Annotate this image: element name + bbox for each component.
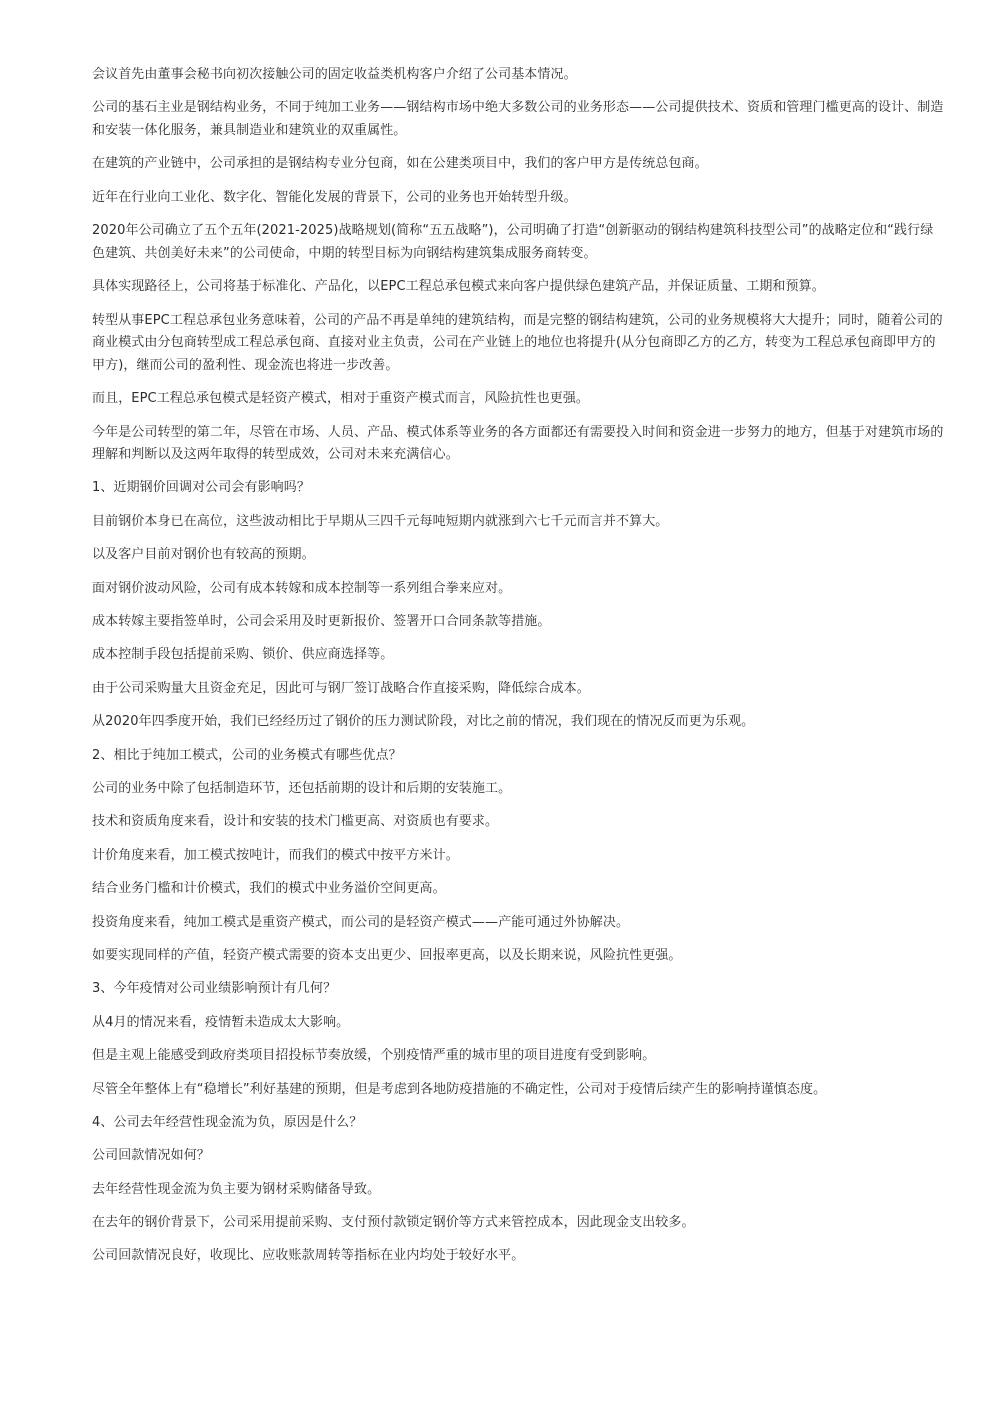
question-4: 4、公司去年经营性现金流为负，原因是什么？ — [92, 1114, 363, 1130]
answer-1-line-3: 面对钢价波动风险，公司有成本转嫁和成本控制等一系列组合拳来应对。 — [92, 580, 512, 596]
answer-3-line-2: 但是主观上能感受到政府类项目招投标节奏放缓，个别疫情严重的城市里的项目进度有受到影响。 — [92, 1048, 656, 1064]
answer-1-line-1: 目前钢价本身已在高位，这些波动相比于早期从三四千元每吨短期内就涨到六七千元而言并不算大。 — [92, 513, 669, 529]
answer-4-line-2: 在去年的钢价背景下，公司采用提前采购、支付预付款锁定钢价等方式来管控成本，因此现金支出较多。 — [92, 1215, 695, 1231]
answer-1-line-2: 以及客户目前对钢价也有较高的预期。 — [92, 547, 315, 563]
paragraph-transformation: 近年在行业向工业化、数字化、智能化发展的背景下，公司的业务也开始转型升级。 — [92, 189, 577, 205]
paragraph-industry-chain: 在建筑的产业链中，公司承担的是钢结构专业分包商，如在公建类项目中，我们的客户甲方是传统总包商。 — [92, 156, 708, 172]
paragraph-light-asset: 而且，EPC工程总承包模式是轻资产模式，相对于重资产模式而言，风险抗性也更强。 — [92, 391, 590, 407]
answer-4-line-3: 公司回款情况良好，收现比、应收账款周转等指标在业内均处于较好水平。 — [92, 1248, 525, 1264]
paragraph-core-business: 公司的基石主业是钢结构业务，不同于纯加工业务——钢结构市场中绝大多数公司的业务形态——公司提供技术、资质和管理门槛更高的设计、制造和安装一体化服务，兼具制造业和建筑业的双重属性。 — [92, 100, 944, 138]
question-2: 2、相比于纯加工模式，公司的业务模式有哪些优点？ — [92, 747, 402, 763]
answer-2-line-3: 计价角度来看，加工模式按吨计，而我们的模式中按平方米计。 — [92, 847, 459, 863]
paragraph-strategy: 2020年公司确立了五个五年(2021-2025)战略规划(简称“五五战略”)，公司明确了打造“创新驱动的钢结构建筑科技型公司”的战略定位和“践行绿色建筑、共创美好未来”的公司使命，中期的转型目标为向钢结构建筑集成服务商转变。 — [92, 223, 934, 261]
answer-2-line-6: 如要实现同样的产值，轻资产模式需要的资本支出更少、回报率更高，以及长期来说，风险抗性更强。 — [92, 947, 682, 963]
answer-2-line-4: 结合业务门槛和计价模式，我们的模式中业务溢价空间更高。 — [92, 881, 446, 897]
paragraph-second-year: 今年是公司转型的第二年，尽管在市场、人员、产品、模式体系等业务的各方面都还有需要投入时间和资金进一步努力的地方，但基于对建筑市场的理解和判断以及这两年取得的转型成效，公司对未来充满信心。 — [92, 424, 944, 463]
answer-2-line-5: 投资角度来看，纯加工模式是重资产模式，而公司的是轻资产模式——产能可通过外协解决。 — [92, 914, 630, 930]
answer-2-line-1: 公司的业务中除了包括制造环节，还包括前期的设计和后期的安装施工。 — [92, 781, 512, 796]
question-1: 1、近期钢价回调对公司会有影响吗？ — [92, 480, 310, 496]
document-body — [92, 64, 944, 1279]
answer-1-line-7: 从2020年四季度开始，我们已经经历过了钢价的压力测试阶段，对比之前的情况，我们现在的情况反而更为乐观。 — [92, 714, 755, 730]
answer-4-line-1: 去年经营性现金流为负主要为钢材采购储备导致。 — [92, 1181, 381, 1197]
answer-1-line-5: 成本控制手段包括提前采购、锁价、供应商选择等。 — [92, 647, 394, 663]
answer-3-line-1: 从4月的情况来看，疫情暂未造成太大影响。 — [92, 1014, 350, 1030]
paragraph-intro: 会议首先由董事会秘书向初次接触公司的固定收益类机构客户介绍了公司基本情况。 — [92, 67, 577, 82]
question-3: 3、今年疫情对公司业绩影响预计有几何？ — [92, 981, 337, 997]
paragraph-epc-path: 具体实现路径上，公司将基于标准化、产品化，以EPC工程总承包模式来向客户提供绿色建筑产品，并保证质量、工期和预算。 — [92, 279, 825, 295]
question-4-followup: 公司回款情况如何？ — [92, 1148, 210, 1164]
answer-3-line-3: 尽管全年整体上有“稳增长”利好基建的预期，但是考虑到各地防疫措施的不确定性，公司对于疫情后续产生的影响持谨慎态度。 — [92, 1081, 827, 1097]
paragraph-epc-meaning: 转型从事EPC工程总承包业务意味着，公司的产品不再是单纯的建筑结构，而是完整的钢结构建筑，公司的业务规模将大大提升；同时，随着公司的商业模式由分包商转型成工程总承包商、直接对业主负责，公司在产业链上的地位也将提升(从分包商即乙方的乙方，转变为工程总承包商即甲方的甲方)，继而公司的盈利性、现金流也将进一步改善。 — [92, 312, 943, 373]
answer-1-line-4: 成本转嫁主要指签单时，公司会采用及时更新报价、签署开口合同条款等措施。 — [92, 614, 551, 630]
answer-1-line-6: 由于公司采购量大且资金充足，因此可与钢厂签订战略合作直接采购，降低综合成本。 — [92, 680, 590, 696]
answer-2-line-2: 技术和资质角度来看，设计和安装的技术门槛更高、对资质也有要求。 — [92, 814, 499, 830]
